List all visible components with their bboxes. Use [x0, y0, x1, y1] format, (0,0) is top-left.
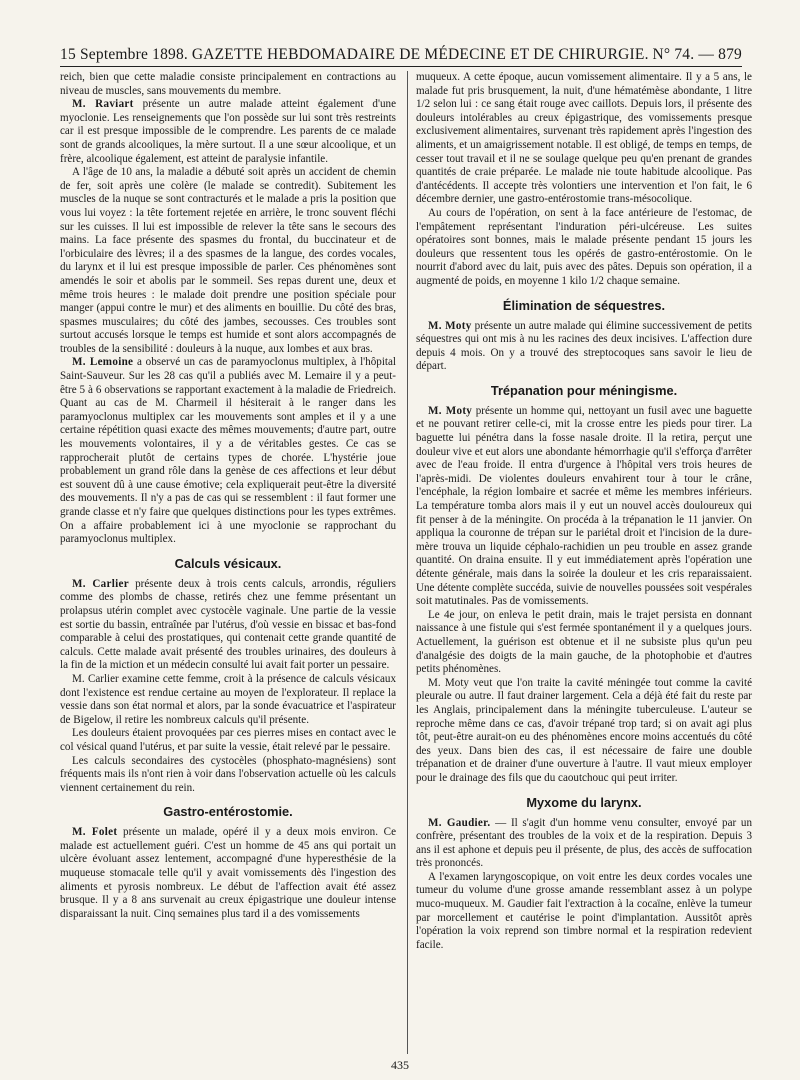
section-heading-myxome: Myxome du larynx. [526, 794, 642, 810]
header-journal-title: GAZETTE HEBDOMADAIRE DE MÉDECINE ET DE CHIRURGIE. [191, 46, 649, 63]
left-column [60, 71, 396, 921]
paragraph [416, 320, 752, 374]
paragraph-text: a observé un cas de paramyoclonus multiplex, à l'hôpital Saint-Sauveur. Sur les 28 cas qu'il a publiés avec M. Lemaire il y a peut-être 5 à 6 observations se rapportant exactement à la maladie de Friedreich. Quant au cas de M. Charmeil il hésiterait à le ranger dans les paramyoclonus multiplex car les mouvements sont amples et il y a une certaine répétition quasi exacte des mêmes mouvements; d'autre part, outre les mouvements volontaires, il y a de véritables gestes. Ce cas se rapprocherait plutôt de certains types de chorée. L'hystérie joue probablement un grand rôle dans la genèse de ces affections et leur début est souvent dû à une cause émotive; cela expliquerait peut-être la diversité des mouvements. Il n'y a pas de cas qui se ressemblent : il faut former une grande classe et n'y faire que quelques distinctions pour les types extrêmes. On a affaire probablement ici à une myoclonie se rapprochant du paramyoclonus multiplex. [60, 356, 396, 546]
paragraph [416, 817, 752, 871]
paragraph-text: présente un autre malade atteint également d'une myoclonie. Les renseignements que l'on possède sur lui sont très restreints car il est presque impossible de le comprendre. Les parents de ce malade sont de grands alcooliques, la mère surtout. Il a une sœur alcoolique, et un frère, alcoolique également, est atteint de paralysie infantile. [60, 98, 396, 165]
header-rule [60, 66, 742, 67]
section-heading-gastro: Gastro-entérostomie. [163, 804, 293, 820]
speaker-name: M. Moty [428, 319, 472, 332]
section-heading-elimination: Élimination de séquestres. [502, 297, 666, 313]
section-heading-trepanation: Trépanation pour méningisme. [490, 382, 678, 398]
paragraph: M. Moty veut que l'on traite la cavité méningée tout comme la cavité pleurale ou autre. Il faut drainer largement. Cela a déjà été fait du reste par les Anglais, principalement dans la méningite tuberculeuse. L'auteur se reproche même dans ce cas, d'avoir trépané trop tard; si on avait agi plus tôt, peut-être aurait-on eu des phénomènes encore moins accentués du côté des yeux. Dans bien des cas, il est nécessaire de faire une double trépanation et de drainer d'une ouverture à l'autre. Il vaut mieux employer pour le drainage des fils que du caoutchouc qui peut irriter. [416, 676, 752, 784]
paragraph-text: — Il s'agit d'un homme venu consulter, envoyé par un confrère, présentant des troubles de la voix et de la respiration. Depuis 3 ans il est aphone et depuis peu il présente, de plus, des accès de suffocation très prononcés. [416, 816, 752, 870]
speaker-name: M. Lemoine [72, 356, 134, 369]
paragraph: Le 4e jour, on enleva le petit drain, mais le trajet persista en donnant naissance à une fistule qui s'est fermée spontanément il y a quelques jours. Actuellement, la guérison est obtenue et il ne subsiste plus qu'un peu d'analgésie des doigts de la main gauche, de la photophobie et d'autres petits phénomènes. [416, 608, 752, 676]
running-head [60, 40, 742, 64]
paragraph: A l'examen laryngoscopique, on voit entre les deux cordes vocales une tumeur du volume d'une grosse amande ressemblant assez à un polype muco-muqueux. M. Gaudier fait l'extraction à la cocaïne, enlève la tumeur par morcellement et cautérise le point d'implantation. Aussitôt après l'opération la voix reprend son timbre normal et la respiration redevient facile. [416, 870, 752, 951]
section-heading-calculs: Calculs vésicaux. [174, 555, 282, 571]
speaker-name: M. Carlier [72, 577, 129, 590]
speaker-name: M. Gaudier. [428, 816, 491, 829]
header-date: 15 Septembre 1898. [60, 46, 189, 63]
paragraph [60, 98, 396, 166]
speaker-name: M. Folet [72, 826, 118, 839]
header-issue-page: N° 74. — 879 [652, 46, 742, 63]
speaker-name: M. Moty [428, 404, 473, 417]
paragraph: reich, bien que cette maladie consiste principalement en contractions au niveau de muscles, sans mouvements du membre. [60, 71, 396, 97]
paragraph: Au cours de l'opération, on sent à la face antérieure de l'estomac, de l'empâtement représentant l'induration péri-ulcéreuse. Les suites opératoires sont bonnes, mais le malade présente pendant 15 jours les douleurs que ressentent tous les opérés de gastro-entérostomie. On le nourrit d'abord avec du lait, puis avec des pâtes. Depuis son opération, il a augmenté de poids, en moyenne 1 kilo 1/2 chaque semaine. [416, 206, 752, 287]
paragraph: Les calculs secondaires des cystocèles (phosphato-magnésiens) sont fréquents mais ils n'ont rien à voir dans l'observation actuelle où les calculs viennent certainement du rein. [60, 754, 396, 794]
right-column [416, 71, 752, 952]
paragraph: A l'âge de 10 ans, la maladie a débuté soit après un accident de chemin de fer, soit après une colère (le malade se contredit). Subitement les muscles de la nuque se sont contracturés et le malade a pris la position que vous lui voyez : la tête fortement rejetée en arrière, le tronc souvent fléchi sur les cuisses. Il lui est impossible de relever la tête sans le secours des mains. La face présente des spasmes du frontal, du buccinateur et de l'orbiculaire des lèvres; il a des spasmes de la langue, des cordes vocales, du larynx et il lui est presque impossible de parler. Ces phénomènes sont amendés le soir et abolis par le sommeil. Ses repas durent une, deux et même trois heures : le malade doit prendre une position spéciale pour manger (appui contre le mur) et des aliments en bouillie. Du côté des bras, spasmes musculaires; du côté des jambes, secousses. Ces troubles sont surtout accusés lorsque le temps est humide et sont alors accompagnés de troubles de la sensibilité : douleurs à la nuque, aux lombes et aux bras. [60, 166, 396, 355]
page-folio: 435 [391, 1058, 409, 1072]
paragraph-text: présente deux à trois cents calculs, arrondis, réguliers comme des plombs de chasse, retirés chez une femme présentant un prolapsus utérin complet avec cystocèle vaginale. Une partie de la vessie est sortie du bassin, entraînée par l'utérus, d'où vessie en bissac et bas-fond comparable à celui des prostatiques, qui contenait cette grande quantité de calculs. Cette malade avait présenté des troubles urinaires, des douleurs à la fin de la miction et un médecin consulté lui avait fait porter un pessaire. [60, 577, 396, 672]
paragraph-text: présente un homme qui, nettoyant un fusil avec une baguette et ne pouvant retirer celle-ci, mit la crosse entre les pieds pour tirer. La baguette lui pénétra dans la fosse nasale droite. Il la retira, perçut une douleur vive et eut alors une abondante hémorrhagie qu'il s'efforça d'arrêter avec de l'eau froide. Il entra d'urgence à l'hôpital vers trois heures de l'après-midi. De violentes douleurs envahirent tour à tour le crâne, l'encéphale, la région lombaire et sacrée et même les membres inférieurs. La température tomba alors mais il y eut un nouvel accès douloureux qui fit penser à de la méningite. On procéda à la trépanation le 11 janvier. On appliqua la couronne de trépan sur le pariétal droit et l'incision de la dure-mère trouva un liquide céphalo-rachidien un peu trouble en assez grande quantité. On draina ensuite. Il y eut immédiatement après l'opération une détente générale, mais dans la soirée la douleur et les cris reparaissaient. Une détente complète succéda, suivie de nouvelles poussées soit vespérales soit matutinales. Pas de vomissements. [416, 404, 752, 608]
paragraph [60, 826, 396, 921]
paragraph-text: présente un autre malade qui élimine successivement de petits séquestres qui ont mis à nu les racines des deux incisives. L'affection dure depuis 4 mois. On y a trouvé des streptocoques sans savoir le lieu de départ. [416, 319, 752, 373]
paragraph [60, 578, 396, 673]
paragraph: muqueux. A cette époque, aucun vomissement alimentaire. Il y a 5 ans, le malade fut pris brusquement, la nuit, d'une hématémèse abondante, 1 litre 1/2 selon lui : ce sang était rouge avec caillots. Depuis lors, il présente des douleurs intolérables au creux épigastrique, des vomissements presque exclusivement alimentaires, survenant très rapidement après l'ingestion des aliments, et un amaigrissement notable. Il est obligé, de temps en temps, de cesser tout travail et il ne se soulage quelque peu qu'en prenant de grandes quantités de craie préparée. Le malade nie toute habitude alcoolique. Pas d'antécédents. Il accepte très volontiers une intervention et l'on fait, le 6 décembre dernier, une gastro-entérostomie trans-mésocolique. [416, 71, 752, 206]
paragraph-text: présente un malade, opéré il y a deux mois environ. Ce malade est actuellement guéri. C'est un homme de 45 ans qui portait un ulcère évoluant assez lentement, accompagné d'une hyperesthésie de la muqueuse stomacale telle qu'il y avait vomissements dès l'ingestion des aliments et pyrosis nombreux. Le début de l'affection avait été assez brusque. Il y a 8 ans survenait au creux épigastrique une douleur intense disparaissant la nuit. Cinq semaines plus tard il a des vomissements [60, 826, 396, 920]
speaker-name: M. Raviart [72, 98, 134, 111]
paragraph: Les douleurs étaient provoquées par ces pierres mises en contact avec le col vésical quand l'utérus, et par suite la vessie, était relevé par le pessaire. [60, 727, 396, 753]
paragraph [416, 405, 752, 609]
paragraph: M. Carlier examine cette femme, croit à la présence de calculs vésicaux dont l'existence est rendue certaine au moyen de l'explorateur. Il replace la vessie dans son état normal et alors, par la sonde évacuatrice et l'aspirateur de Bigelow, il retire les nombreux calculs qu'il présente. [60, 672, 396, 726]
column-divider [407, 71, 408, 1054]
paragraph [60, 356, 396, 546]
